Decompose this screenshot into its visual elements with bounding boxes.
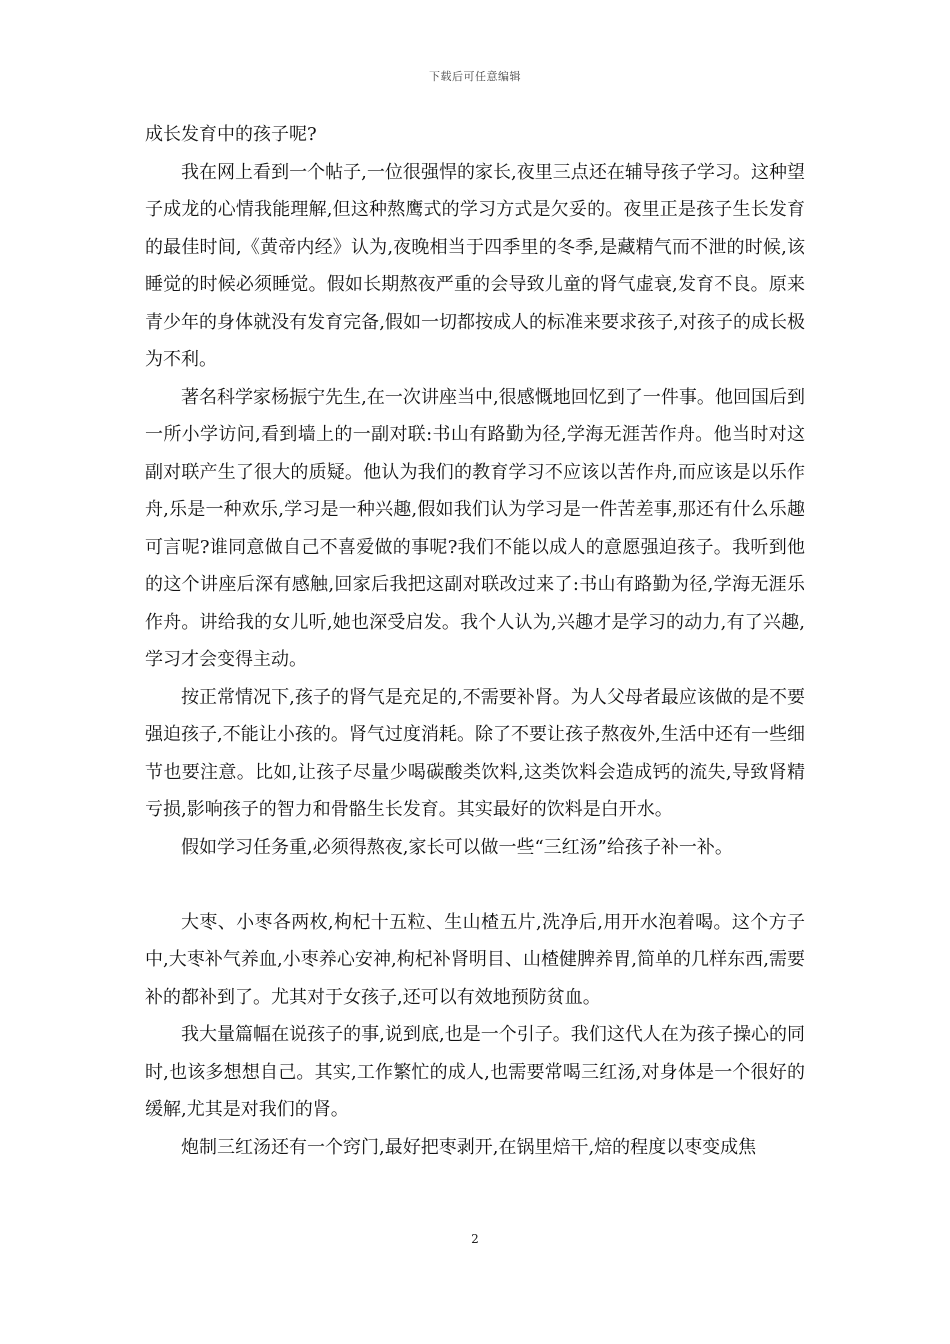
paragraph: 假如学习任务重,必须得熬夜,家长可以做一些“三红汤”给孩子补一补。 — [181, 836, 733, 858]
paragraph: 著名科学家杨振宁先生,在一次讲座当中,很感慨地回忆到了一件事。他回国后到一所小学访问,看到墙上的一副对联:书山有路勤为径,学海无涯苦作舟。他当时对这副对联产生了很大的质疑。他认为我们的教育学习不应该以苦作舟,而应该是以乐作舟,乐是一种欢乐,学习是一种兴趣,假如我们认为学习是一件苦差事,那还有什么乐趣可言呢?谁同意做自己不喜爱做的事呢?我们不能以成人的意愿强迫孩子。我听到他的这个讲座后深有感触,回家后我把这副对联改过来了:书山有路勤为径,学海无涯乐作舟。讲给我的女儿听,她也深受启发。我个人认为,兴趣才是学习的动力,有了兴趣,学习才会变得主动。 — [145, 386, 805, 670]
paragraph: 大枣、小枣各两枚,枸杞十五粒、生山楂五片,洗净后,用开水泡着喝。这个方子中,大枣补气养血,小枣养心安神,枸杞补肾明目、山楂健脾养胃,简单的几样东西,需要补的都补到了。尤其对于女孩子,还可以有效地预防贫血。 — [145, 911, 805, 1008]
paragraph: 我大量篇幅在说孩子的事,说到底,也是一个引子。我们这代人在为孩子操心的同时,也该多想想自己。其实,工作繁忙的成人,也需要常喝三红汤,对身体是一个很好的缓解,尤其是对我们的肾。 — [145, 1024, 805, 1120]
paragraph: 我在网上看到一个帖子,一位很强悍的家长,夜里三点还在辅导孩子学习。这种望子成龙的心情我能理解,但这种熬鹰式的学习方式是欠妥的。夜里正是孩子生长发育的最佳时间,《黄帝内经》认为,夜晚相当于四季里的冬季,是藏精气而不泄的时候,该睡觉的时候必须睡觉。假如长期熬夜严重的会导致儿童的肾气虚衰,发育不良。原来青少年的身体就没有发育完备,假如一切都按成人的标准来要求孩子,对孩子的成长极为不利。 — [145, 161, 805, 370]
paragraph-continuation: 成长发育中的孩子呢? — [145, 124, 317, 145]
blank-line — [145, 866, 805, 904]
document-body — [145, 116, 805, 1166]
paragraph: 按正常情况下,孩子的肾气是充足的,不需要补肾。为人父母者最应该做的是不要强迫孩子,不能让小孩的。肾气过度消耗。除了不要让孩子熬夜外,生活中还有一些细节也要注意。比如,让孩子尽量少喝碳酸类饮料,这类饮料会造成钙的流失,导致肾精亏损,影响孩子的智力和骨骼生长发育。其实最好的饮料是白开水。 — [145, 686, 805, 820]
page-header: 下载后可任意编辑 — [429, 70, 521, 83]
paragraph: 炮制三红汤还有一个窍门,最好把枣剥开,在锅里焙干,焙的程度以枣变成焦 — [181, 1136, 757, 1158]
page-number: 2 — [471, 1232, 479, 1246]
